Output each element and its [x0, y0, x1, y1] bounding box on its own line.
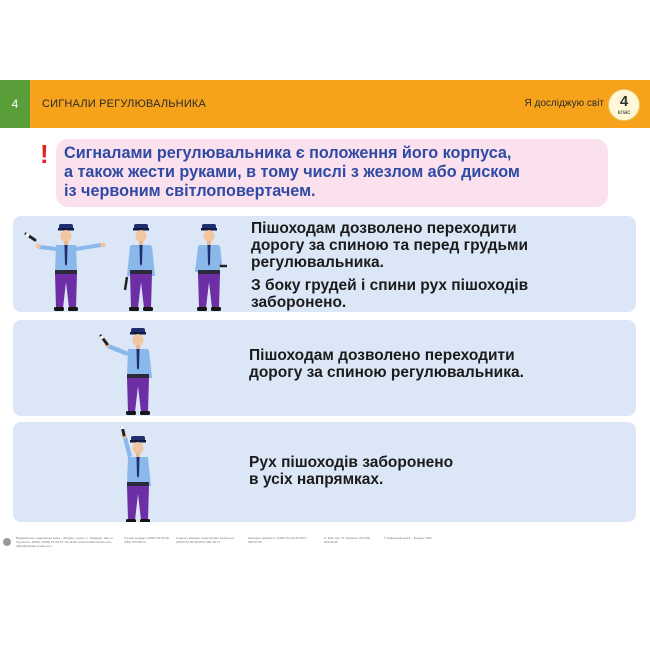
panel-text-line: Пішоходам дозволено переходити — [251, 220, 517, 237]
panel-text-line: регулювальника. — [251, 254, 384, 271]
grade-badge — [608, 89, 640, 121]
panel-1-text — [251, 220, 528, 311]
intro-line: із червоним світлоповертачем. — [64, 182, 316, 200]
officer-baton-hold-illustration — [189, 220, 233, 312]
officer-arms-spread-illustration — [21, 220, 111, 312]
grade-number: 4 — [619, 93, 629, 110]
page-header — [0, 80, 650, 128]
grade-label: клас — [617, 110, 631, 116]
footer-wholesale: Гуртові продажі: (0352) 52-05-48 (050) 376-38-14 — [124, 536, 169, 544]
footer — [0, 528, 650, 550]
footer-bookstore: Книгарня «Букініст»: (0352) 52-22-43 (067) 356-57-86 — [248, 536, 307, 544]
footer-copyright: © Навчальна книга – Богдан, 2020 — [384, 536, 432, 540]
panel-text-line: дорогу за спиною та перед грудьми — [251, 237, 528, 254]
officer-arm-forward-illustration — [99, 324, 159, 416]
panel-text-line: Рух пішоходів заборонено — [249, 454, 454, 471]
panel-3-text — [249, 454, 453, 488]
signal-panel-1 — [13, 216, 636, 312]
series-name: Я досліджую світ — [524, 98, 604, 109]
exclamation-icon: ! — [40, 139, 49, 169]
panel-text-line: дорогу за спиною регулювальника. — [249, 364, 524, 381]
intro-line: Сигналами регулювальника є положення його корпуса, — [64, 144, 512, 162]
footer-kyiv: м. Київ, вул. Ф. Пушиної, 25 (044) 233-04-06 — [324, 536, 371, 544]
panel-text-line: в усіх напрямках. — [249, 471, 384, 488]
officer-arms-down-illustration — [121, 220, 161, 312]
page-number: 4 — [0, 80, 30, 128]
panel-2-text — [249, 347, 524, 381]
footer-publisher: Видавництво «Навчальна книга – Богдан», просп. С. Бандери, 34а, м. Тернопіль, 46002, (0352) 52-06-07; 52-19-66, www.bohdan-books.com; office@bohdan-books.com — [16, 536, 114, 548]
panel-text-line: заборонено. — [251, 294, 347, 311]
intro-callout — [56, 139, 608, 207]
signal-panel-3 — [13, 422, 636, 522]
page-title: СИГНАЛИ РЕГУЛЮВАЛЬНИКА — [42, 98, 207, 110]
officer-arm-raised-illustration — [113, 426, 163, 522]
intro-line: а також жести руками, в тому числі з жезлом або диском — [64, 163, 520, 181]
footer-shop: Інтернет-магазин: www.bohdan-books.com (0352) 52-05-48 (067) 350-18-71 — [176, 536, 235, 544]
panel-text-line: Пішоходам дозволено переходити — [249, 347, 515, 364]
panel-text-line: З боку грудей і спини рух пішоходів — [251, 277, 529, 294]
signal-panel-2 — [13, 320, 636, 416]
